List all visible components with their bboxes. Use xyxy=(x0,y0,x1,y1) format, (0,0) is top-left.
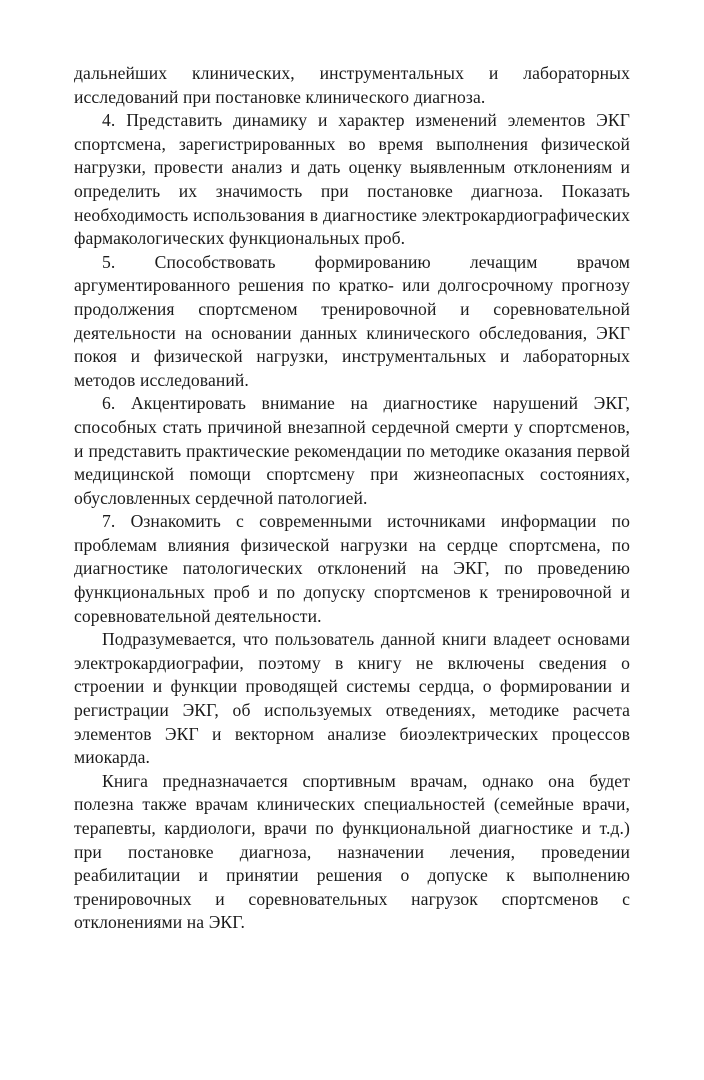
paragraph-audience: Книга предназначается спортивным врачам, однако она будет полезна также врачам клинических специальностей (семейные врачи, терапевты, кардиологи, врачи по функциональной диагностике и т.д.) при постановке диагноза, назначении лечения, проведении реабилитации и принятии решения о допуске к выполнению тренировочных и соревновательных нагрузок спортсменов с отклонениями на ЭКГ. xyxy=(74,770,630,933)
paragraph-reader-assumption: Подразумевается, что пользователь данной книги владеет основами электрокардиографии, поэтому в книгу не включены сведения о строении и функции проводящей системы сердца, о формировании и регистрации ЭКГ, об используемых отведениях, методике расчета элементов ЭКГ и векторном анализе биоэлектрических процессов миокарда. xyxy=(74,629,630,768)
paragraph-item-7: 7. Ознакомить с современными источниками информации по проблемам влияния физической нагрузки на сердце спортсмена, по диагностике патологических отклонений на ЭКГ, по проведению функциональных проб и по допуску спортсменов к тренировочной и соревновательной деятельности. xyxy=(74,511,630,626)
page-body xyxy=(74,62,630,935)
paragraph-item-4: 4. Представить динамику и характер изменений элементов ЭКГ спортсмена, зарегистрированных во время выполнения физической нагрузки, провести анализ и дать оценку выявленным отклонениям и определить их значимость при постановке диагноза. Показать необходимость использования в диагностике электрокардиографических фармакологических функциональных проб. xyxy=(74,110,630,249)
paragraph-item-5: 5. Способствовать формированию лечащим врачом аргументированного решения по кратко- или долгосрочному прогнозу продолжения спортсменом тренировочной и соревновательной деятельности на основании данных клинического обследования, ЭКГ покоя и физической нагрузки, инструментальных и лабораторных методов исследований. xyxy=(74,251,630,390)
paragraph-item-6: 6. Акцентировать внимание на диагностике нарушений ЭКГ, способных стать причиной внезапной сердечной смерти у спортсменов, и представить практические рекомендации по методике оказания первой медицинской помощи спортсмену при жизнеопасных состояниях, обусловленных сердечной патологией. xyxy=(74,393,630,508)
paragraph-continuation: дальнейших клинических, инструментальных и лабораторных исследований при постановке клинического диагноза. xyxy=(74,63,630,107)
